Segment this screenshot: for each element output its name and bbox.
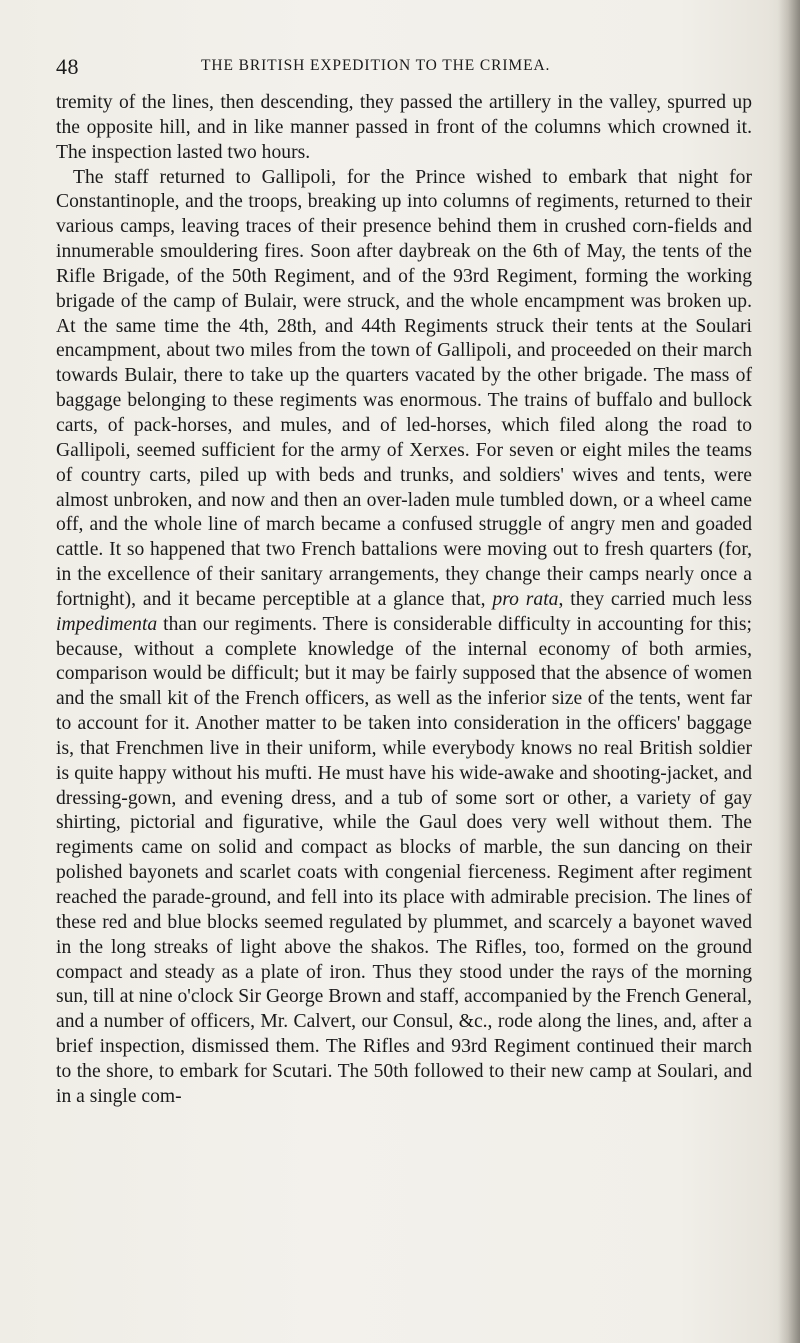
paragraph-text: , they carried much less [558,588,752,610]
paragraph-continued: tremity of the lines, then descending, they passed the artillery in the valley, spurred up the opposite hill, and in like manner passed in front of the columns which crowned it. The inspection lasted two hours. [56,92,752,163]
body-text [56,91,752,1110]
page-edge-shadow [778,0,800,1343]
page-header [56,54,756,84]
paragraph-text: than our regiments. There is considerable difficulty in accounting for this; because, without a complete knowledge of the internal economy of both armies, comparison would be difficult; but it may be fairly supposed that the absence of women and the small kit of the French officers, as well as the inferior size of the tents, went far to account for it. Another matter to be taken into consideration in the officers' baggage is, that Frenchmen live in their uniform, while everybody knows no real British soldier is quite happy without his mufti. He must have his wide-awake and shooting-jacket, and dressing-gown, and evening dress, and a tub of some sort or other, a variety of gay shirting, pictorial and figurative, while the Gaul does very well without them. The regiments came on solid and compact as blocks of marble, the sun dancing on their polished bayonets and scarlet coats with congenial fierceness. Regiment after regiment reached the parade-ground, and fell into its place with admirable precision. The lines of these red and blue blocks seemed regulated by plummet, and scarcely a bayonet waved in the long streaks of light above the shakos. The Rifles, too, formed on the ground compact and steady as a plate of iron. Thus they stood under the rays of the morning sun, till at nine o'clock Sir George Brown and staff, accompanied by the French General, and a number of officers, Mr. Calvert, our Consul, &c., rode along the lines, and, after a brief inspection, dismissed them. The Rifles and 93rd Regiment continued their march to the shore, to embark for Scutari. The 50th followed to their new camp at Soulari, and in a single com- [56,613,752,1107]
paragraph-text: The staff returned to Gallipoli, for the Prince wished to embark that night for Constantinople, and the troops, breaking up into columns of regiments, returned to their various camps, leaving traces of their presence behind them in crushed corn-fields and innumerable smouldering fires. Soon after daybreak on the 6th of May, the tents of the Rifle Brigade, of the 50th Regiment, and of the 93rd Regiment, forming the working brigade of the camp of Bulair, were struck, and the whole encampment was broken up. At the same time the 4th, 28th, and 44th Regiments struck their tents at the Soulari encampment, about two miles from the town of Gallipoli, and proceeded on their march towards Bulair, there to take up the quarters vacated by the other brigade. The mass of baggage belonging to these regiments was enormous. The trains of buffalo and bullock carts, of pack-horses, and mules, and of led-horses, which filed along the road to Gallipoli, seemed sufficient for the army of Xerxes. For seven or eight miles the teams of country carts, piled up with beds and trunks, and soldiers' wives and tents, were almost unbroken, and now and then an over-laden mule tumbled down, or a wheel came off, and the whole line of march became a confused struggle of angry men and goaded cattle. It so happened that two French battalions were moving out to fresh quarters (for, in the excellence of their sanitary arrangements, they change their camps nearly once a fortnight), and it became perceptible at a glance that, [56,166,752,610]
latin-phrase: pro rata [492,588,559,610]
latin-phrase: impedimenta [56,613,158,635]
page-number: 48 [56,54,79,79]
paragraph-embarkation [56,166,752,1110]
running-title: THE BRITISH EXPEDITION TO THE CRIMEA. [201,57,551,74]
